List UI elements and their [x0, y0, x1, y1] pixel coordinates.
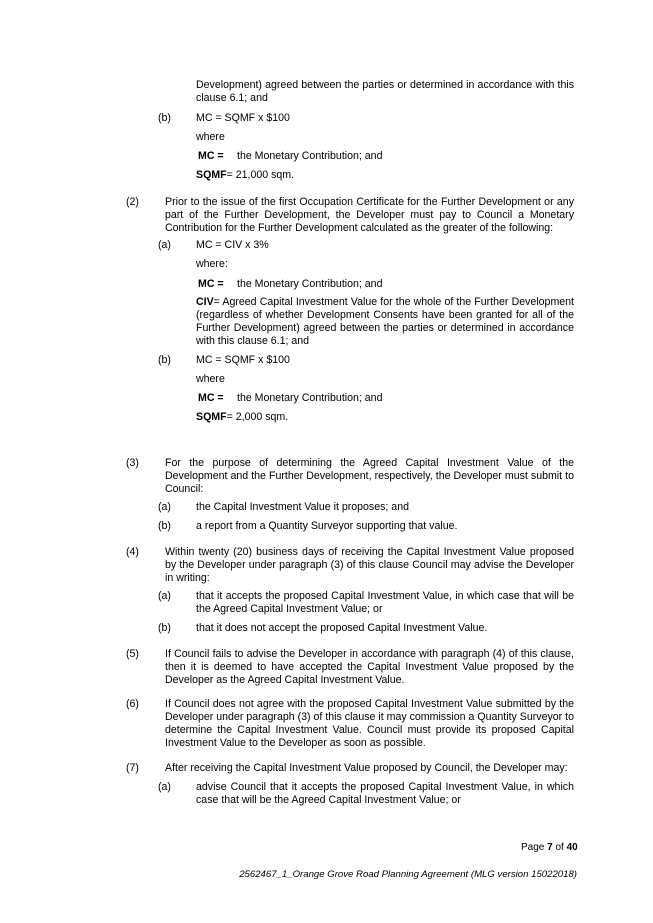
definition-text: the Monetary Contribution; and: [237, 278, 383, 290]
item-text: a report from a Quantity Surveyor supporting that value.: [196, 520, 458, 532]
definition-text: the Monetary Contribution; and: [237, 392, 383, 404]
definition-term: MC =: [198, 150, 224, 162]
formula: MC = CIV x 3%: [196, 239, 269, 251]
item-label: (b): [158, 520, 171, 532]
clause-text: For the purpose of determining the Agreed Capital Investment Value of the Development and the Further Development, respectively, the Developer must submit to Council:: [165, 457, 574, 495]
definition-paragraph: [196, 296, 574, 348]
where-text: where:: [196, 258, 228, 270]
item-text: advise Council that it accepts the proposed Capital Investment Value, in which case that will be the Agreed Capital Investment Value; or: [196, 781, 574, 806]
definition-text: = Agreed Capital Investment Value for the whole of the Further Development (regardless of whether Development Consents have been granted for all of the Further Development) agreed between the parties or determined in accordance with this clause 6.1; and: [196, 296, 574, 347]
clause-number: (6): [126, 698, 139, 710]
item-label: (a): [158, 781, 171, 793]
clause-number: (3): [126, 457, 139, 469]
item-label: (a): [158, 239, 171, 251]
where-text: where: [196, 373, 225, 385]
item-text: the Capital Investment Value it proposes; and: [196, 501, 409, 513]
formula: MC = SQMF x $100: [196, 112, 290, 124]
where-text: where: [196, 131, 225, 143]
clause-number: (5): [126, 648, 139, 660]
definition-term: SQMF: [196, 411, 227, 423]
clause-text: If Council fails to advise the Developer in accordance with paragraph (4) of this clause, then it is deemed to have accepted the Capital Investment Value proposed by the Developer as the Agreed Capital Investment Value.: [165, 648, 574, 686]
clause-number: (4): [126, 546, 139, 558]
formula: MC = SQMF x $100: [196, 354, 290, 366]
page-of: of: [552, 842, 567, 853]
clause-number: (7): [126, 762, 139, 774]
definition-term: MC =: [198, 278, 224, 290]
definition-text: the Monetary Contribution; and: [237, 150, 383, 162]
clause-text: Within twenty (20) business days of receiving the Capital Investment Value proposed by the Developer under paragraph (3) of this clause Council may advise the Developer in writing:: [165, 546, 574, 584]
item-label: (b): [158, 354, 171, 366]
document-reference: 2562467_1_Orange Grove Road Planning Agreement (MLG version 15022018): [239, 869, 577, 880]
definition-line: [196, 411, 288, 424]
page-number: [521, 841, 578, 854]
item-label: (a): [158, 590, 171, 602]
item-label: (a): [158, 501, 171, 513]
item-text: that it accepts the proposed Capital Investment Value, in which case that will be the Agreed Capital Investment Value; or: [196, 590, 574, 615]
page-total: 40: [566, 842, 578, 853]
definition-term: SQMF: [196, 169, 227, 181]
continuation-text: Development) agreed between the parties or determined in accordance with this clause 6.1; and: [196, 79, 574, 104]
clause-text: If Council does not agree with the proposed Capital Investment Value submitted by the Developer under paragraph (3) of this clause it may commission a Quantity Surveyor to determine the Capital Investment Value. Council must provide its proposed Capital Investment Value to the Developer as soon as possible.: [165, 698, 574, 749]
clause-number: (2): [126, 196, 139, 208]
page-prefix: Page: [521, 842, 548, 853]
item-text: that it does not accept the proposed Capital Investment Value.: [196, 622, 488, 634]
clause-text: Prior to the issue of the first Occupation Certificate for the Further Development or any part of the Further Development, the Developer must pay to Council a Monetary Contribution for the Further Development calculated as the greater of the following:: [165, 196, 574, 234]
page-current: 7: [547, 842, 553, 853]
definition-term: CIV: [196, 296, 214, 308]
definition-text: = 2,000 sqm.: [226, 411, 289, 423]
item-label: (b): [158, 112, 171, 124]
item-label: (b): [158, 622, 171, 634]
clause-text: After receiving the Capital Investment Value proposed by Council, the Developer may:: [165, 762, 568, 774]
definition-term: MC =: [198, 392, 224, 404]
definition-line: [196, 169, 294, 182]
definition-text: = 21,000 sqm.: [226, 169, 295, 181]
